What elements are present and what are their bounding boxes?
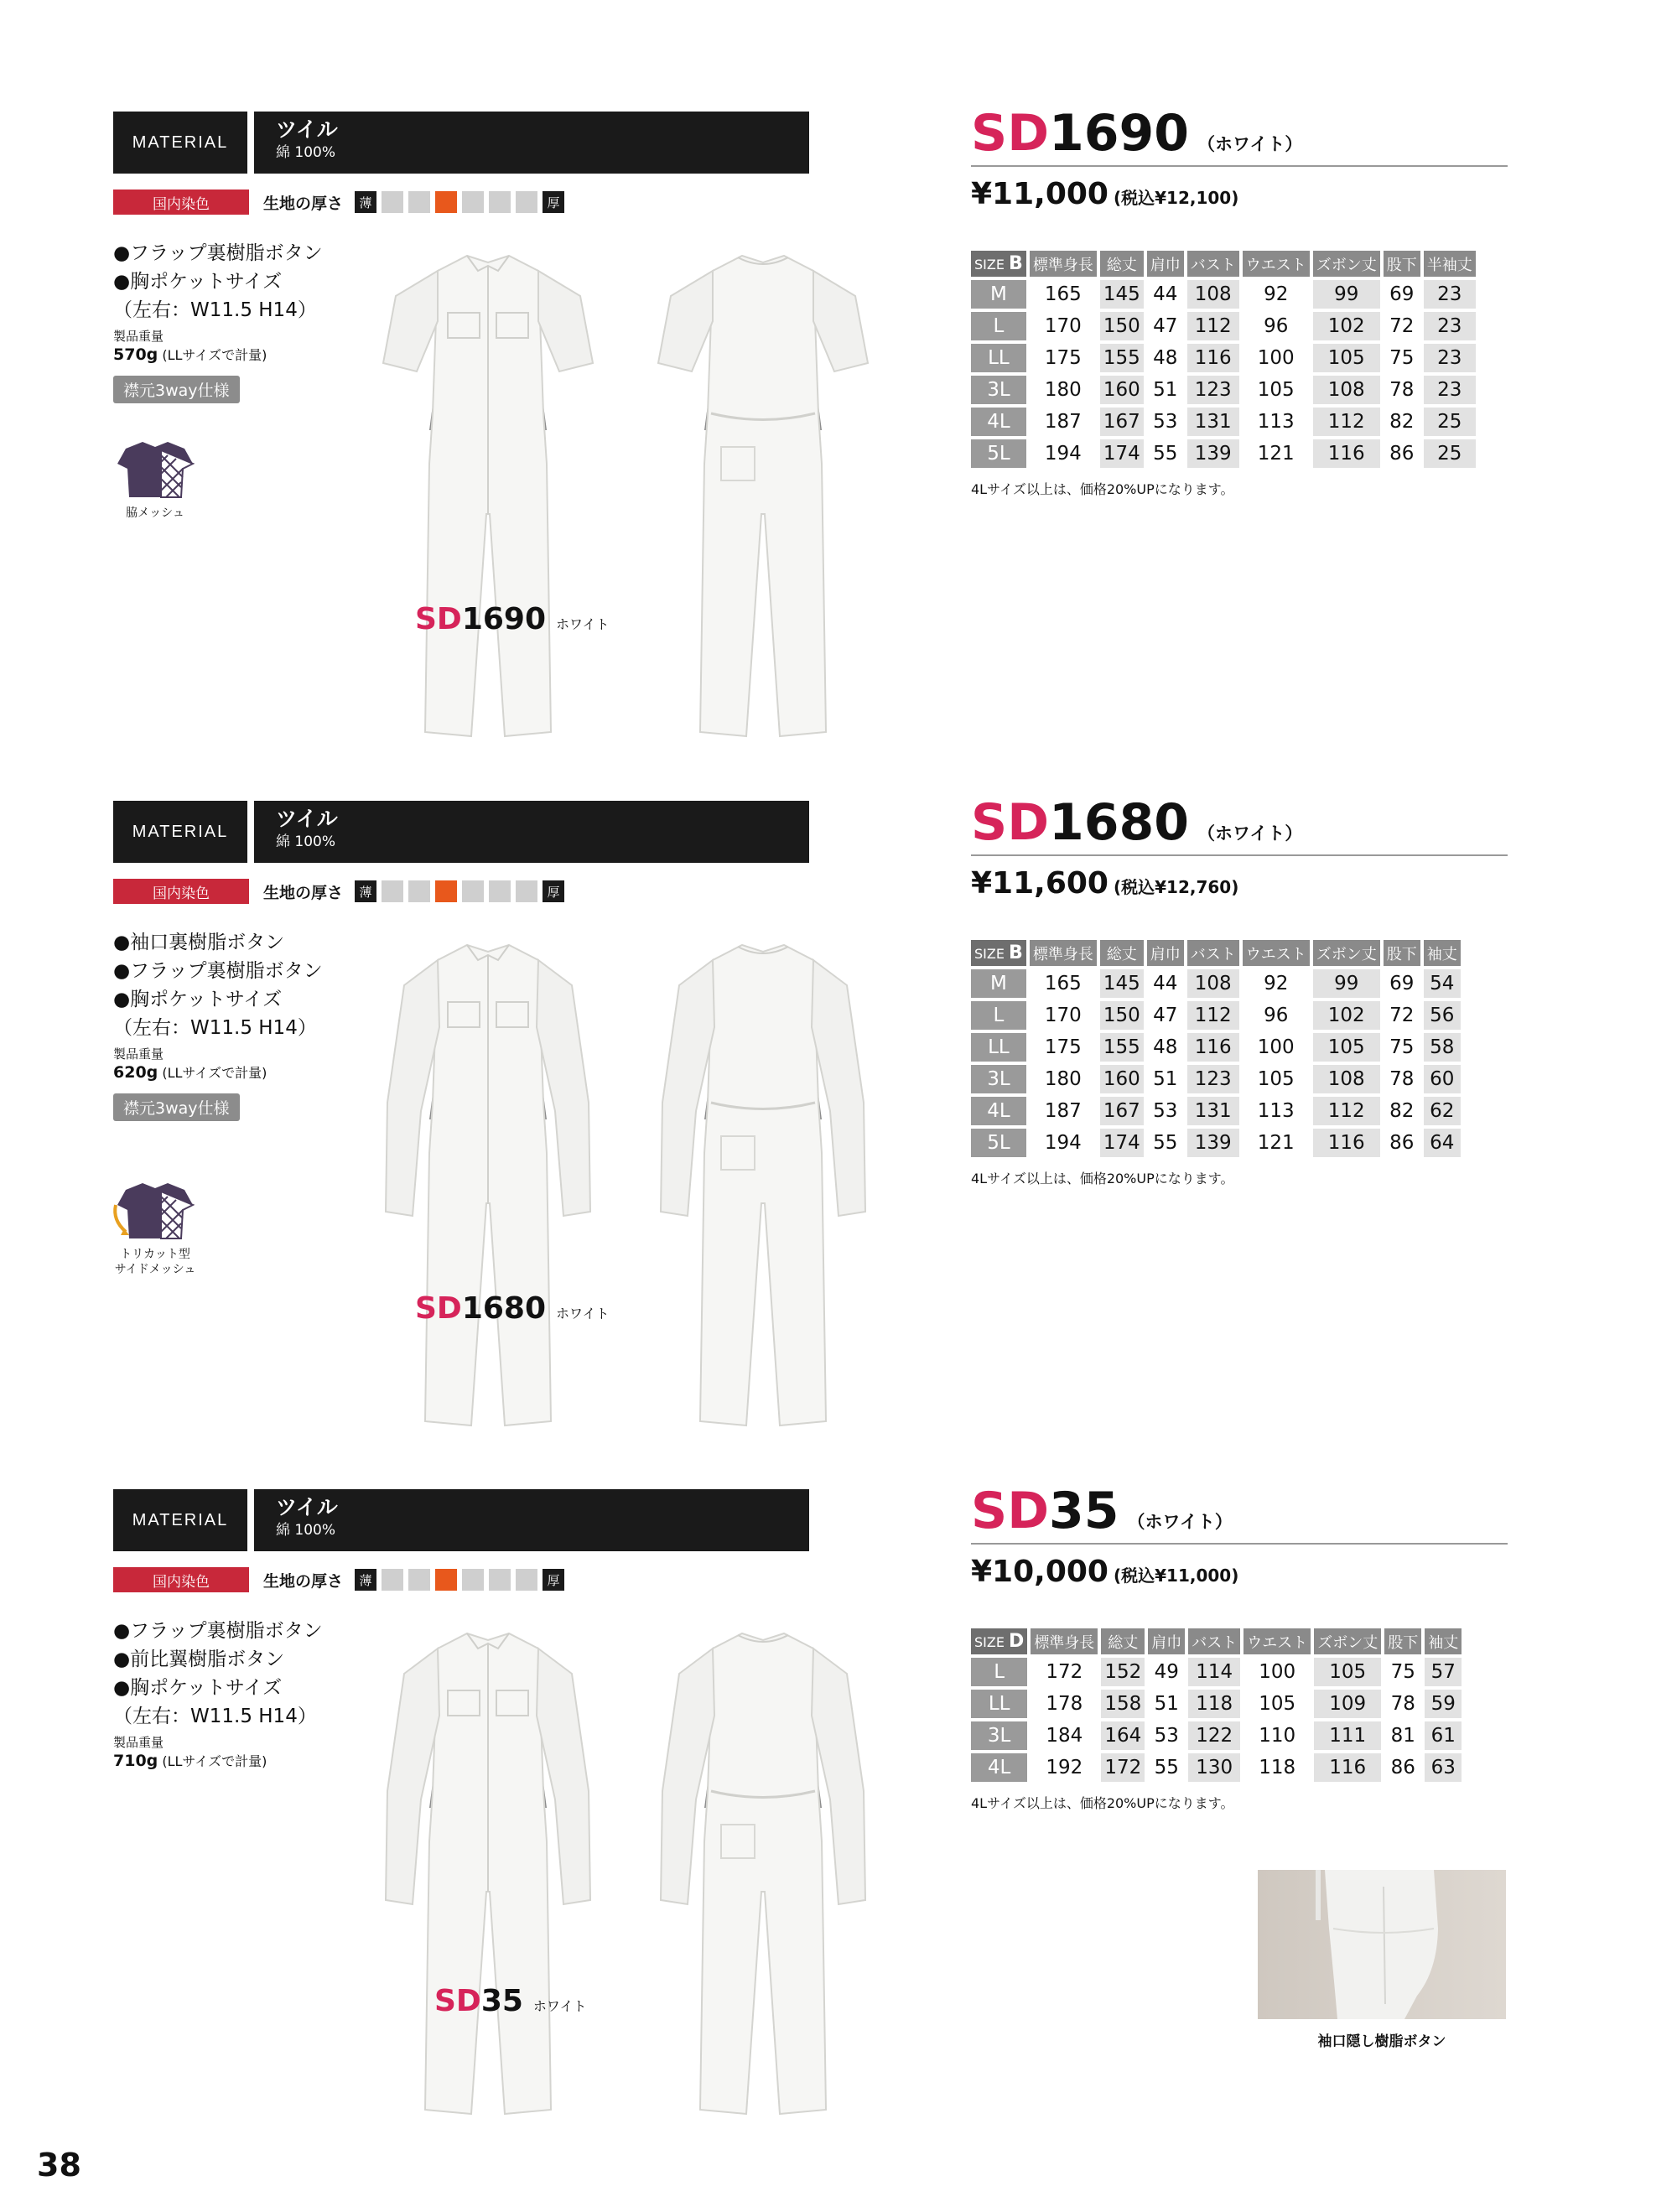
feature-item: （左右：W11.5 H14） [113,299,317,321]
size-column-header: バスト [1187,940,1239,966]
size-value-cell: 25 [1424,408,1476,436]
size-value-cell: 174 [1100,1129,1144,1157]
product-section [0,104,1677,799]
size-type-header: SIZE B [971,940,1026,966]
table-row [971,344,1476,372]
size-value-cell: 112 [1313,408,1380,436]
size-value-cell: 108 [1313,1065,1380,1093]
size-value-cell: 100 [1257,347,1295,369]
coverall-front-photo [379,246,597,752]
size-value-cell: 53 [1153,1100,1178,1122]
size-value-cell: 82 [1389,411,1415,433]
material-label: MATERIAL [113,112,247,174]
size-value-cell: 72 [1389,1005,1415,1026]
table-row [971,1033,1461,1062]
size-value-cell: 51 [1153,379,1178,401]
size-value-cell: 122 [1188,1721,1240,1750]
size-value-cell: 105 [1257,1068,1295,1090]
size-column-header: ズボン丈 [1313,251,1380,277]
detail-caption: 袖口隠し樹脂ボタン [1317,2033,1446,2050]
size-value-cell: 47 [1153,315,1178,337]
table-row [971,1097,1461,1125]
size-value-cell: 51 [1154,1693,1179,1715]
size-value-cell: 139 [1187,1129,1239,1157]
table-row [971,969,1461,998]
thin-marker: 薄 [355,1569,376,1591]
feature-item: ●フラップ裏樹脂ボタン [113,1620,323,1642]
thickness-step [462,880,484,902]
thickness-label: 生地の厚さ [263,194,344,213]
size-column-header: 股下 [1384,251,1420,277]
size-table [968,1625,1465,1785]
table-row [971,1065,1461,1093]
product-weight: 570g (LLサイズで計量) [113,345,267,364]
size-value-cell: 63 [1425,1753,1462,1782]
material-bar [113,801,809,863]
size-value-cell: 58 [1424,1033,1461,1062]
size-label-cell: M [971,280,1026,309]
size-value-cell: 55 [1153,1132,1178,1154]
size-value-cell: 112 [1187,312,1239,340]
thickness-step [489,880,511,902]
thick-marker: 厚 [543,1569,564,1591]
size-value-cell: 23 [1424,376,1476,404]
thick-marker: 厚 [543,191,564,213]
feature-item: ●胸ポケットサイズ [113,989,283,1010]
size-value-cell: 165 [1044,973,1082,994]
collar-3way-badge: 襟元3way仕様 [113,376,240,403]
size-value-cell: 62 [1424,1097,1461,1125]
size-value-cell: 194 [1044,1132,1082,1154]
thin-marker: 薄 [355,880,376,902]
size-value-cell: 116 [1187,344,1239,372]
page-number: 38 [37,2147,81,2183]
product-title: SD35 （ホワイト） [971,1482,1233,1540]
size-value-cell: 53 [1154,1725,1179,1747]
thickness-step [516,1569,537,1591]
size-value-cell: 187 [1044,411,1082,433]
size-type-header: SIZE B [971,251,1026,277]
size-value-cell: 25 [1424,439,1476,468]
size-value-cell: 175 [1044,347,1082,369]
table-row [971,376,1476,404]
size-value-cell: 167 [1100,1097,1144,1125]
size-value-cell: 86 [1389,1132,1415,1154]
feature-list [113,928,323,1121]
size-column-header: 半袖丈 [1424,251,1476,277]
material-label: MATERIAL [113,1489,247,1551]
table-header-row [971,940,1461,966]
size-value-cell: 160 [1100,1065,1144,1093]
domestic-dye-badge: 国内染色 [113,190,249,215]
size-value-cell: 48 [1153,347,1178,369]
size-value-cell: 184 [1046,1725,1083,1747]
feature-item: ●前比翼樹脂ボタン [113,1649,285,1670]
product-weight: 710g (LLサイズで計量) [113,1752,267,1770]
size-value-cell: 165 [1044,283,1082,305]
fabric-thickness-scale [263,190,564,215]
size-price-note: 4Lサイズ以上は、価格20%UPになります。 [971,1171,1234,1186]
product-caption: SD1690 ホワイト [415,602,610,636]
thickness-step [435,1569,457,1591]
size-value-cell: 61 [1425,1721,1462,1750]
size-value-cell: 113 [1257,1100,1295,1122]
size-value-cell: 113 [1257,411,1295,433]
feature-item: ●胸ポケットサイズ [113,271,283,293]
feature-item: ●胸ポケットサイズ [113,1677,283,1699]
size-value-cell: 82 [1389,1100,1415,1122]
size-value-cell: 102 [1313,1001,1380,1030]
size-value-cell: 178 [1046,1693,1083,1715]
size-value-cell: 69 [1389,973,1415,994]
thin-marker: 薄 [355,191,376,213]
feature-item: （左右：W11.5 H14） [113,1017,317,1039]
size-value-cell: 86 [1389,443,1415,465]
thickness-step [516,880,537,902]
price: ¥11,600 (税込¥12,760) [971,866,1239,901]
size-column-header: ズボン丈 [1314,1628,1381,1654]
size-column-header: 股下 [1384,940,1420,966]
table-row [971,1753,1462,1782]
size-value-cell: 108 [1313,376,1380,404]
thickness-step [489,191,511,213]
thickness-step [382,191,403,213]
size-value-cell: 72 [1389,315,1415,337]
size-value-cell: 105 [1259,1693,1296,1715]
size-value-cell: 100 [1257,1036,1295,1058]
table-row [971,1001,1461,1030]
size-value-cell: 53 [1153,411,1178,433]
size-label-cell: LL [971,1690,1027,1718]
size-label-cell: 4L [971,408,1026,436]
size-value-cell: 64 [1424,1129,1461,1157]
size-column-header: ウエスト [1243,940,1310,966]
size-value-cell: 114 [1188,1658,1240,1686]
size-value-cell: 59 [1425,1690,1462,1718]
size-label-cell: L [971,1001,1026,1030]
size-value-cell: 131 [1187,408,1239,436]
size-price-note: 4Lサイズ以上は、価格20%UPになります。 [971,1795,1234,1811]
size-value-cell: 51 [1153,1068,1178,1090]
size-value-cell: 160 [1100,376,1144,404]
size-column-header: 総丈 [1101,1628,1145,1654]
size-value-cell: 109 [1314,1690,1381,1718]
material-name: ツイル [276,117,338,142]
size-column-header: 肩巾 [1148,1628,1185,1654]
size-value-cell: 158 [1101,1690,1145,1718]
size-table [968,937,1464,1161]
coverall-back-photo [654,935,872,1441]
coverall-front-photo [379,1623,597,2130]
size-column-header: 標準身長 [1030,251,1097,277]
size-value-cell: 118 [1188,1690,1240,1718]
size-value-cell: 78 [1390,1693,1415,1715]
size-value-cell: 170 [1044,1005,1082,1026]
size-value-cell: 174 [1100,439,1144,468]
size-column-header: ズボン丈 [1313,940,1380,966]
size-value-cell: 192 [1046,1757,1083,1778]
size-value-cell: 108 [1187,969,1239,998]
size-value-cell: 23 [1424,312,1476,340]
cuff-button-detail-photo [1258,1870,1506,2019]
thickness-step [408,191,430,213]
size-label-cell: 3L [971,1065,1026,1093]
size-table [968,247,1479,471]
size-label-cell: LL [971,1033,1026,1062]
size-value-cell: 55 [1154,1757,1179,1778]
size-value-cell: 187 [1044,1100,1082,1122]
feature-list [113,1617,323,1772]
size-value-cell: 112 [1313,1097,1380,1125]
size-value-cell: 116 [1313,439,1380,468]
size-value-cell: 150 [1100,312,1144,340]
size-column-header: 袖丈 [1424,940,1461,966]
size-value-cell: 100 [1259,1661,1296,1683]
thickness-step [462,1569,484,1591]
weight-label: 製品重量 [113,1735,164,1750]
collar-3way-badge: 襟元3way仕様 [113,1093,240,1121]
size-value-cell: 152 [1101,1658,1145,1686]
size-value-cell: 81 [1390,1725,1415,1747]
size-column-header: 肩巾 [1147,251,1184,277]
size-value-cell: 23 [1424,344,1476,372]
size-label-cell: 3L [971,1721,1027,1750]
domestic-dye-badge: 国内染色 [113,879,249,904]
feature-item: ●フラップ裏樹脂ボタン [113,960,323,982]
size-value-cell: 123 [1187,1065,1239,1093]
thickness-label: 生地の厚さ [263,883,344,902]
size-column-header: バスト [1187,251,1239,277]
material-composition: 綿 100% [276,1522,336,1539]
size-value-cell: 116 [1314,1753,1381,1782]
table-row [971,408,1476,436]
material-composition: 綿 100% [276,833,336,850]
icon-caption: トリカット型 サイドメッシュ [114,1248,196,1276]
size-value-cell: 44 [1153,283,1178,305]
size-value-cell: 139 [1187,439,1239,468]
material-bar [113,112,809,174]
feature-list [113,239,323,403]
thick-marker: 厚 [543,880,564,902]
domestic-dye-badge: 国内染色 [113,1567,249,1592]
size-value-cell: 75 [1390,1661,1415,1683]
size-value-cell: 121 [1257,443,1295,465]
size-value-cell: 92 [1264,283,1289,305]
feature-item: ●フラップ裏樹脂ボタン [113,242,323,264]
size-label-cell: L [971,1658,1027,1686]
size-column-header: ウエスト [1243,1628,1311,1654]
coverall-back-photo [654,1623,872,2130]
thickness-step [462,191,484,213]
size-value-cell: 170 [1044,315,1082,337]
material-name: ツイル [276,1495,338,1519]
table-row [971,280,1476,309]
size-value-cell: 75 [1389,347,1415,369]
size-label-cell: L [971,312,1026,340]
product-title: SD1680 （ホワイト） [971,793,1303,852]
size-value-cell: 96 [1264,315,1289,337]
size-column-header: ウエスト [1243,251,1310,277]
size-value-cell: 105 [1313,344,1380,372]
size-value-cell: 110 [1259,1725,1296,1747]
size-value-cell: 86 [1390,1757,1415,1778]
thickness-step [408,1569,430,1591]
size-column-header: バスト [1188,1628,1240,1654]
table-header-row [971,1628,1462,1654]
size-value-cell: 75 [1389,1036,1415,1058]
size-value-cell: 78 [1389,379,1415,401]
size-label-cell: LL [971,344,1026,372]
size-value-cell: 69 [1389,283,1415,305]
size-value-cell: 194 [1044,443,1082,465]
size-value-cell: 44 [1153,973,1178,994]
coverall-front-photo [379,935,597,1441]
size-value-cell: 99 [1313,969,1380,998]
size-value-cell: 145 [1100,280,1144,309]
thickness-step [489,1569,511,1591]
size-label-cell: 5L [971,439,1026,468]
size-value-cell: 111 [1314,1721,1381,1750]
tricut-side-mesh-shirt-icon [109,1180,201,1244]
material-name: ツイル [276,807,338,831]
size-label-cell: 3L [971,376,1026,404]
title-divider [971,854,1508,856]
size-value-cell: 145 [1100,969,1144,998]
table-row [971,1721,1462,1750]
size-value-cell: 78 [1389,1068,1415,1090]
size-column-header: 標準身長 [1030,940,1097,966]
thickness-step [435,880,457,902]
size-label-cell: 4L [971,1097,1026,1125]
size-value-cell: 155 [1100,1033,1144,1062]
product-weight: 620g (LLサイズで計量) [113,1063,267,1082]
size-value-cell: 23 [1424,280,1476,309]
material-label: MATERIAL [113,801,247,863]
size-value-cell: 108 [1187,280,1239,309]
price: ¥10,000 (税込¥11,000) [971,1555,1239,1589]
size-type-header: SIZE D [971,1628,1027,1654]
feature-item: （左右：W11.5 H14） [113,1706,317,1727]
size-value-cell: 116 [1187,1033,1239,1062]
size-value-cell: 112 [1187,1001,1239,1030]
size-column-header: 総丈 [1100,251,1144,277]
size-value-cell: 105 [1257,379,1295,401]
thickness-label: 生地の厚さ [263,1571,344,1591]
title-divider [971,165,1508,167]
thickness-step [435,191,457,213]
size-column-header: 袖丈 [1425,1628,1462,1654]
fabric-thickness-scale [263,1567,564,1592]
size-value-cell: 130 [1188,1753,1240,1782]
size-value-cell: 56 [1424,1001,1461,1030]
size-value-cell: 180 [1044,1068,1082,1090]
feature-item: ●袖口裏樹脂ボタン [113,932,285,953]
icon-caption: 脇メッシュ [126,506,184,520]
size-column-header: 股下 [1384,1628,1421,1654]
material-bar [113,1489,809,1551]
size-value-cell: 121 [1257,1132,1295,1154]
product-title: SD1690 （ホワイト） [971,104,1303,163]
material-composition: 綿 100% [276,144,336,161]
size-label-cell: 4L [971,1753,1027,1782]
thickness-step [516,191,537,213]
size-value-cell: 123 [1187,376,1239,404]
table-header-row [971,251,1476,277]
size-value-cell: 96 [1264,1005,1289,1026]
table-row [971,1129,1461,1157]
weight-label: 製品重量 [113,329,164,344]
product-caption: SD1680 ホワイト [415,1291,610,1326]
product-section [0,1482,1677,2177]
size-value-cell: 48 [1153,1036,1178,1058]
thickness-step [382,1569,403,1591]
side-mesh-shirt-icon [109,439,201,502]
size-value-cell: 99 [1313,280,1380,309]
size-value-cell: 105 [1314,1658,1381,1686]
size-value-cell: 175 [1044,1036,1082,1058]
size-value-cell: 172 [1046,1661,1083,1683]
product-section [0,793,1677,1488]
table-row [971,1690,1462,1718]
table-row [971,1658,1462,1686]
size-value-cell: 116 [1313,1129,1380,1157]
thickness-step [408,880,430,902]
size-value-cell: 164 [1101,1721,1145,1750]
size-value-cell: 131 [1187,1097,1239,1125]
size-value-cell: 55 [1153,443,1178,465]
size-price-note: 4Lサイズ以上は、価格20%UPになります。 [971,481,1234,497]
size-value-cell: 172 [1101,1753,1145,1782]
size-column-header: 標準身長 [1031,1628,1098,1654]
size-value-cell: 92 [1264,973,1289,994]
size-value-cell: 102 [1313,312,1380,340]
title-divider [971,1543,1508,1545]
size-column-header: 総丈 [1100,940,1144,966]
size-value-cell: 167 [1100,408,1144,436]
thickness-step [382,880,403,902]
table-row [971,312,1476,340]
fabric-thickness-scale [263,879,564,904]
weight-label: 製品重量 [113,1046,164,1062]
size-column-header: 肩巾 [1147,940,1184,966]
size-value-cell: 180 [1044,379,1082,401]
size-value-cell: 49 [1154,1661,1179,1683]
size-value-cell: 60 [1424,1065,1461,1093]
size-label-cell: 5L [971,1129,1026,1157]
product-caption: SD35 ホワイト [434,1984,587,2018]
price: ¥11,000 (税込¥12,100) [971,177,1239,211]
table-row [971,439,1476,468]
size-value-cell: 150 [1100,1001,1144,1030]
size-value-cell: 54 [1424,969,1461,998]
size-value-cell: 105 [1313,1033,1380,1062]
coverall-back-photo [654,246,872,752]
size-label-cell: M [971,969,1026,998]
size-value-cell: 47 [1153,1005,1178,1026]
size-value-cell: 118 [1259,1757,1296,1778]
size-value-cell: 155 [1100,344,1144,372]
size-value-cell: 57 [1425,1658,1462,1686]
